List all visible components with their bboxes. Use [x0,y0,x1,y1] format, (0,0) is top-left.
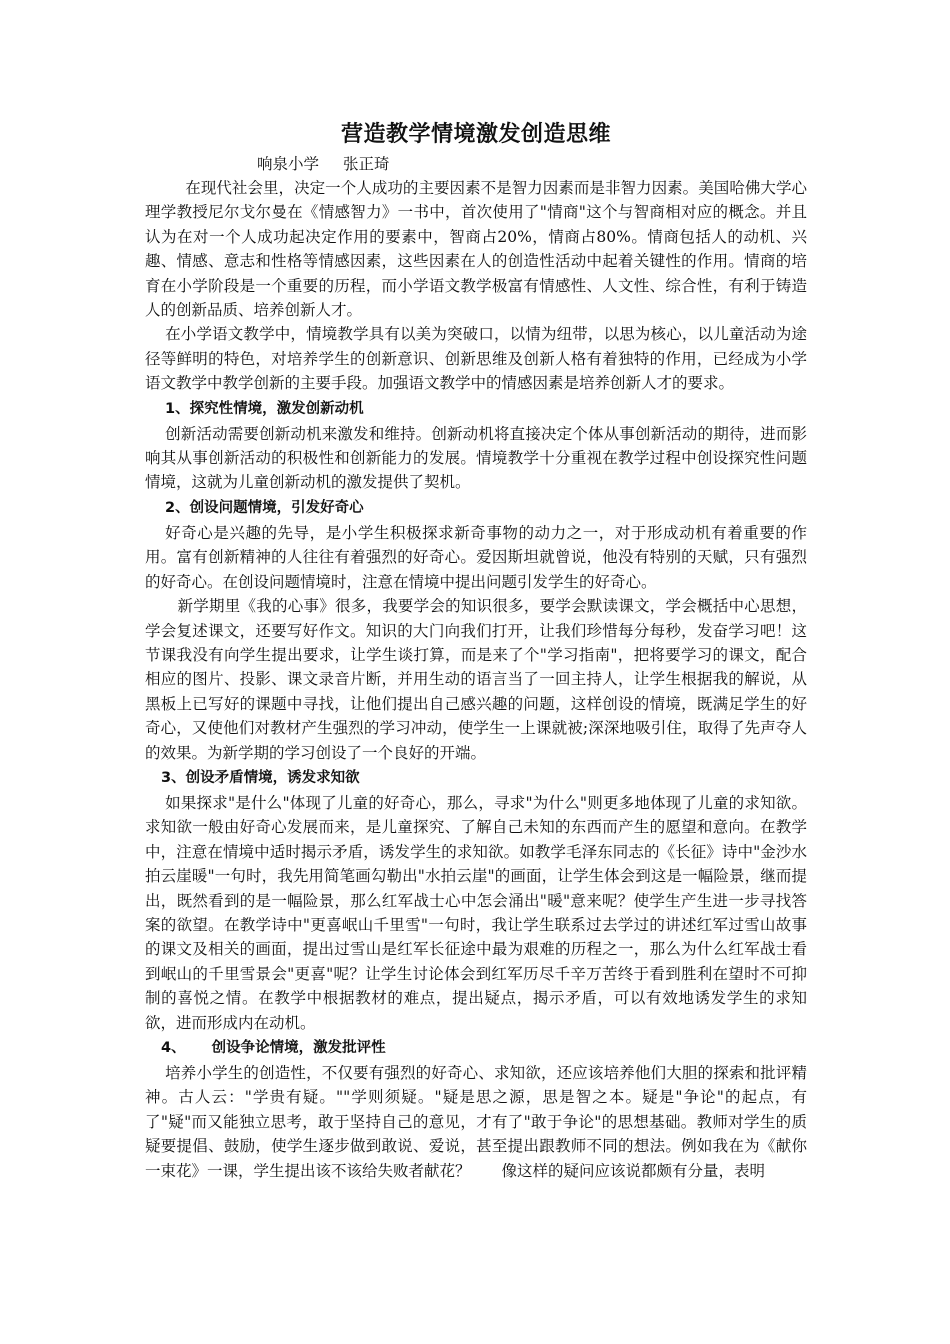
section-heading-1: 1、探究性情境，激发创新动机 [165,400,364,417]
document-title: 营造教学情境激发创造思维 [340,122,611,147]
section-heading-4-number: 4、 [161,1040,186,1056]
school-name: 响泉小学 [257,155,320,173]
paragraph-section-1: 创新活动需要创新动机来激发和维持。创新动机将直接决定个体从事创新活动的期待，进而影响其从事创新活动的积极性和创新能力的发展。情境教学十分重视在教学过程中创设探究性问题情境，这就为儿童创新动机的激发提供了契机。 [145,424,807,492]
paragraph-intro: 在现代社会里，决定一个人成功的主要因素不是智力因素而是非智力因素。美国哈佛大学心理学教授尼尔戈尔曼在《情感智力》一书中，首次使用了"情商"这个与智商相对应的概念。并且认为在对一个人成功起决定作用的要素中，智商占20%，情商占80%。情商包括人的动机、兴趣、情感、意志和性格等情感因素，这些因素在人的创造性活动中起着关键性的作用。情商的培育在小学阶段是一个重要的历程，而小学语文教学极富有情感性、人文性、综合性，有利于铸造人的创新品质、培养创新人才。 [145,179,807,320]
section-heading-4 [145,1035,807,1061]
paragraph-section-2: 好奇心是兴趣的先导，是小学生积极探求新奇事物的动力之一，对于形成动机有着重要的作用。富有创新精神的人往往有着强烈的好奇心。爱因斯坦就曾说，他没有特别的天赋，只有强烈的好奇心。在创设问题情境时，注意在情境中提出问题引发学生的好奇心。 [145,523,807,591]
section-heading-2: 2、创设问题情境，引发好奇心 [165,499,364,516]
paragraph-section-3: 如果探求"是什么"体现了儿童的好奇心，那么，寻求"为什么"则更多地体现了儿童的求知欲。求知欲一般由好奇心发展而来，是儿童探究、了解自己未知的东西而产生的愿望和意向。在教学中，注意在情境中适时揭示矛盾，诱发学生的求知欲。如教学毛泽东同志的《长征》诗中"金沙水拍云崖暖"一句时，我先用简笔画勾勒出"水拍云崖"的画面，让学生体会到这是一幅险景，继而提出，既然看到的是一幅险景，那么红军战士心中怎会涌出"暖"意来呢？使学生产生进一步寻找答案的欲望。在教学诗中"更喜岷山千里雪"一句时，我让学生联系过去学过的讲述红军过雪山故事的课文及相关的画面，提出过雪山是红军长征途中最为艰难的历程之一，那么为什么红军战士看到岷山的千里雪景会"更喜"呢？让学生讨论体会到红军历尽千辛万苦终于看到胜利在望时不可抑制的喜悦之情。在教学中根据教材的难点，提出疑点，揭示矛盾，可以有效地诱发学生的求知欲，进而形成内在动机。 [145,793,807,1032]
author-name: 张正琦 [343,155,390,173]
author-line [145,152,807,176]
section-heading-3: 3、创设矛盾情境，诱发求知欲 [161,769,360,786]
paragraph-section-2-example: 新学期里《我的心事》很多，我要学会的知识很多，要学会默读课文，学会概括中心思想，学会复述课文，还要写好作文。知识的大门向我们打开，让我们珍惜每分每秒，发奋学习吧！这节课我没有向学生提出要求，让学生谈打算，而是来了个"学习指南"，把将要学习的课文，配合相应的图片、投影、课文录音片断，并用生动的语言当了一回主持人，让学生根据我的解说，从黑板上已写好的课题中寻找，让他们提出自己感兴趣的问题，这样创设的情境，既满足学生的好奇心，又使他们对教材产生强烈的学习冲动，使学生一上课就被;深深地吸引住，取得了先声夺人的效果。为新学期的学习创设了一个良好的开端。 [145,597,807,762]
paragraph-section-4: 培养小学生的创造性，不仅要有强烈的好奇心、求知欲，还应该培养他们大胆的探索和批评精神。古人云："学贵有疑。""学则须疑。"疑是思之源，思是智之本。疑是"争论"的起点，有了"疑"而又能独立思考，敢于坚持自己的意见，才有了"敢于争论"的思想基础。教师对学生的质疑要提倡、鼓励，使学生逐步做到敢说、爱说，甚至提出跟教师不同的想法。例如我在为《献你一束花》一课，学生提出该不该给失败者献花？ 像这样的疑问应该说都颇有分量，表明 [145,1064,807,1180]
document-page [145,118,807,1183]
section-heading-4-text: 创设争论情境，激发批评性 [211,1040,386,1056]
paragraph-situational-teaching: 在小学语文教学中，情境教学具有以美为突破口，以情为纽带，以思为核心，以儿童活动为途径等鲜明的特色，对培养学生的创新意识、创新思维及创新人格有着独特的作用，已经成为小学语文教学中教学创新的主要手段。加强语文教学中的情感因素是培养创新人才的要求。 [145,325,807,393]
